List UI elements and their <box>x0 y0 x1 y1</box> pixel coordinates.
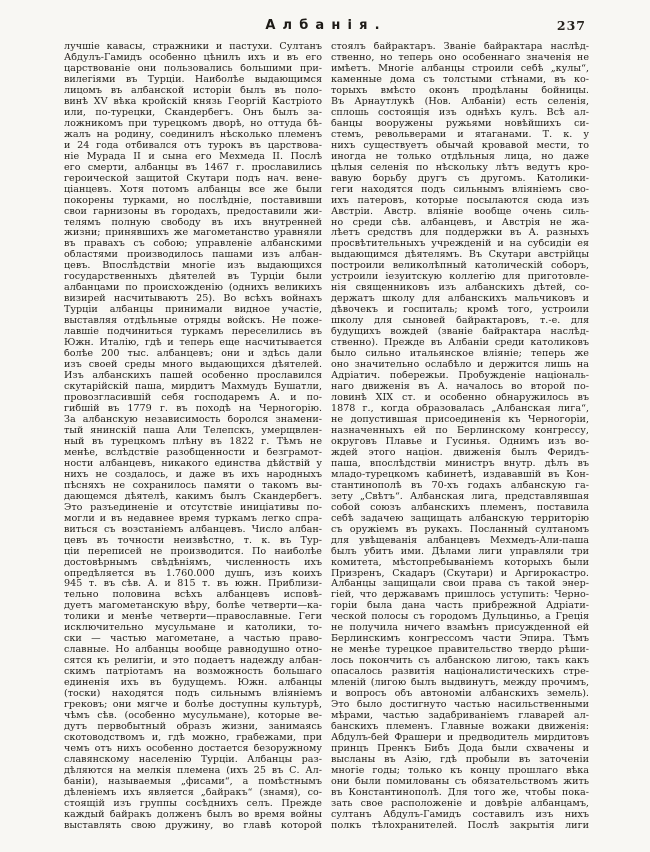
text-line: младо-турецкомъ кабинетѣ, издававшій въ Кон- <box>331 469 589 480</box>
text-line: Изъ албанскихъ пашей особенно прославился <box>64 371 322 382</box>
text-line: За албанскую независимость боролся знамени- <box>64 414 322 425</box>
text-line: Австріи. Австр. вліяніе вообще очень силь- <box>331 206 589 217</box>
text-columns <box>64 42 589 832</box>
text-line: комитета, мѣстопребываніемъ которыхъ были <box>331 557 589 568</box>
text-line: скотоводствомъ и, гдѣ можно, грабежами, при <box>64 733 322 744</box>
text-line: себѣ задачею защищать албанскую территорію <box>331 513 589 524</box>
text-line: полкъ тѣлохранителей. Послѣ закрытія лиги <box>331 820 589 831</box>
text-line: лицомъ въ албанской исторіи былъ въ поло- <box>64 85 322 96</box>
text-line: чемъ отъ нихъ особенно достается безоружному <box>64 744 322 754</box>
text-line: вавую борьбу другъ съ другомъ. Католики- <box>331 173 589 184</box>
text-line: не менѣе турецкое правительство твердо рѣши- <box>331 645 589 656</box>
text-line: болѣе 200 тыс. албанцевъ; они и здѣсь дали <box>64 349 322 360</box>
text-line: ственно, но теперь оно особеннаго значенія не <box>331 52 589 63</box>
text-line: опредѣляется въ 1.760.000 душъ, изъ коихъ <box>64 568 322 579</box>
text-line: цевъ. Впослѣдствіи многіе изъ выдающихся <box>64 261 322 272</box>
text-line: пѣсняхъ не сохранилось памяти о такомъ вы- <box>64 480 322 491</box>
text-line: жалъ на родину, соединилъ нѣсколько племенъ <box>64 129 322 140</box>
text-line: сятся къ религіи, и это подаетъ надежду албан- <box>64 656 322 667</box>
text-line: и вопросъ объ автономіи албанскихъ земель). <box>331 689 589 700</box>
text-line: ный въ турецкомъ плѣну въ 1822 г. Тѣмъ не <box>64 436 322 447</box>
text-line: телямъ полную свободу въ ихъ внутренней <box>64 217 322 228</box>
text-line: горіи была дана часть прибрежной Адріати- <box>331 601 589 612</box>
text-line: зету „Свѣтъ“. Албанская лига, представлявшая <box>331 491 589 502</box>
text-line: мленій (лигою былъ выдвинутъ, между прочимъ, <box>331 678 589 689</box>
text-line: героической защитой Скутари подъ нач. вене- <box>64 173 322 184</box>
text-column-left <box>64 42 322 832</box>
text-line: будущихъ вождей (званіе байрактара наслѣд- <box>331 327 589 338</box>
text-line: было сильно итальянское вліяніе; теперь же <box>331 349 589 360</box>
text-line: ждей этого націон. движенія былъ Феридъ- <box>331 447 589 458</box>
text-line: тый янинскій паша Али Телепскъ, умерщвлен- <box>64 425 322 436</box>
text-line: выставлять свою дружину, во главѣ которой <box>64 820 322 831</box>
text-line: опасалось развитія націоналистическихъ стре- <box>331 667 589 678</box>
text-line: царствованіе они пользовались большими при- <box>64 63 322 74</box>
text-line: ціанцевъ. Хотя потомъ албанцы все же были <box>64 184 322 195</box>
text-line: многіе годы; только къ концу прошлаго вѣка <box>331 765 589 776</box>
text-line: свои гарнизоны въ городахъ, предоставили жи- <box>64 206 322 217</box>
text-line: ческой полосы съ городомъ Дульциньо, а Греція <box>331 612 589 623</box>
text-line: баніи), называемыя „фисами“, а помѣстнымъ <box>64 776 322 787</box>
text-line: для увѣщеванія албанцевъ Мехмедъ-Али-паша <box>331 535 589 546</box>
text-line: лучшіе кавасы, стражники и пастухи. Султанъ <box>64 42 322 52</box>
text-line: зать свое расположеніе и довѣріе албанцамъ, <box>331 798 589 809</box>
text-line: его смерти, албанцы въ 1467 г. прославились <box>64 162 322 173</box>
text-line: стантинополѣ въ 70-хъ годахъ албанскую га- <box>331 480 589 491</box>
text-line: каждый байракъ долженъ былъ во время войны <box>64 809 322 820</box>
page-number: 237 <box>556 18 586 33</box>
text-line: достовѣрнымъ свѣдѣніямъ, численность ихъ <box>64 557 322 568</box>
text-line: наго движенія въ А. началось во второй по- <box>331 382 589 393</box>
text-line: гибшій въ 1779 г. въ походѣ на Черногорію. <box>64 403 322 414</box>
page-title: Албанія. <box>265 18 387 33</box>
text-line: сплошь состоящія изъ однѣхъ кулъ. Всѣ ал- <box>331 107 589 118</box>
text-line: областями производилось пашами изъ албан- <box>64 250 322 261</box>
text-line: устроили іезуитскую коллегію для приготовле- <box>331 272 589 283</box>
text-line: Албанцы защищали свои права съ такой энер- <box>331 579 589 590</box>
text-line: школу для сыновей байрактаровъ, т.-е. для <box>331 316 589 327</box>
text-line: менѣе, вслѣдствіе разобщенности и безграмот- <box>64 447 322 458</box>
text-line: Южн. Италію, гдѣ и теперь еще насчитывается <box>64 338 322 349</box>
text-line: но среди сѣв. албанцевъ, и Австрія не жа- <box>331 217 589 228</box>
text-line: собой союзъ албанскихъ племенъ, поставила <box>331 502 589 513</box>
text-line: назначенныхъ ей по Берлинскому конгрессу, <box>331 425 589 436</box>
text-line: просвѣтительныхъ учрежденій и на субсидіи ея <box>331 239 589 250</box>
text-line: ственно). Прежде въ Албаніи среди католиковъ <box>331 338 589 349</box>
text-line: дѣляются на мелкія племена (ихъ 25 въ С. Ал- <box>64 765 322 776</box>
text-line: лавшіе подчиниться туркамъ переселились въ <box>64 327 322 338</box>
text-line: единенія ихъ въ будущемъ. Южн. албанцы <box>64 678 322 689</box>
text-line: дѣленіемъ ихъ является „байракъ“ (знамя), со- <box>64 787 322 798</box>
text-line: скимъ патріотамъ на возможность большаго <box>64 667 322 678</box>
text-line: имѣетъ. Многіе албанцы строили себѣ „кулы“, <box>331 63 589 74</box>
text-line: округовъ Плавье и Гусинья. Однимъ изъ во- <box>331 436 589 447</box>
text-line: не получила ничего взамѣнъ присужденной ей <box>331 623 589 634</box>
text-line: не допустившая присоединенія къ Черногоріи, <box>331 414 589 425</box>
text-line: высланы въ Азію, гдѣ пробыли въ заточеніи <box>331 754 589 765</box>
text-line: стемъ, револьверами и ятаганами. Т. к. у <box>331 129 589 140</box>
text-line: ихъ патеровъ, которые посылаются сюда изъ <box>331 195 589 206</box>
text-line: Призренъ, Скадаръ (Скутари) и Аргирокастро. <box>331 568 589 579</box>
text-line: иногда не только отдѣльныя лица, но даже <box>331 151 589 162</box>
text-line: стоящій изъ группы сосѣднихъ селъ. Прежде <box>64 798 322 809</box>
text-line: держатъ школу для албанскихъ мальчиковъ и <box>331 294 589 305</box>
text-line: чѣмъ сѣв. (особенно мусульмане), которые ве- <box>64 711 322 722</box>
text-line: Абдулъ-Гамидъ особенно цѣнилъ ихъ и въ его <box>64 52 322 63</box>
text-line: дѣвочекъ и госпиталь; кромѣ того, устроили <box>331 305 589 316</box>
text-line: оно значительно ослабѣло и держится лишь на <box>331 360 589 371</box>
text-line: дающемся дѣятелѣ, какимъ былъ Скандербегъ. <box>64 491 322 502</box>
text-line: изъ своей среды много выдающихся дѣятелей. <box>64 360 322 371</box>
text-line: нія священниковъ изъ албанскихъ дѣтей, со- <box>331 283 589 294</box>
text-line: славянскому населенію Турціи. Албанцы раз- <box>64 754 322 765</box>
text-line: гіей, что державамъ пришлось уступить: Черно- <box>331 590 589 601</box>
text-line: тельно половина всѣхъ албанцевъ исповѣ- <box>64 590 322 601</box>
text-line: мѣрами, частью задабриваніемъ главарей ал- <box>331 711 589 722</box>
text-line: геги находятся подъ сильнымъ вліяніемъ сво- <box>331 184 589 195</box>
text-line: албанцами по происхожденію (однихъ великихъ <box>64 283 322 294</box>
text-column-right <box>331 42 589 832</box>
text-line: грековъ; они мягче и болѣе доступны культурѣ, <box>64 700 322 711</box>
text-line: исключительно мусульмане и католики, то- <box>64 623 322 634</box>
text-line: Это было достигнуто частью насильственными <box>331 700 589 711</box>
text-line: могли и въ недавнее время туркамъ легко спра- <box>64 513 322 524</box>
text-line: 945 т. въ сѣв. А. и 815 т. въ южн. Приблизи- <box>64 579 322 590</box>
text-line: толики и менѣе четверти—православные. Геги <box>64 612 322 623</box>
text-line: банцы вооружены ружьями новѣйшихъ си- <box>331 118 589 129</box>
text-line: Абдулъ-бей Фрашери и предводитель мирдитовъ <box>331 733 589 744</box>
text-line: дуетъ магометанскую вѣру, болѣе четверти—ка- <box>64 601 322 612</box>
text-line: государственныхъ дѣятелей въ Турціи были <box>64 272 322 283</box>
text-line: паша, впослѣдствіи министръ внутр. дѣлъ въ <box>331 458 589 469</box>
text-line: скутарійскій паша, мирдитъ Махмудъ Бушатли, <box>64 382 322 393</box>
text-line: въ Константинополѣ. Для того же, чтобы пока- <box>331 787 589 798</box>
text-line: вилегіями въ Турціи. Наиболѣе выдающимся <box>64 74 322 85</box>
text-line: каменные дома съ толстыми стѣнами, въ ко- <box>331 74 589 85</box>
text-line: ловинѣ XIX ст. и особенно обнаружилось въ <box>331 393 589 403</box>
text-line: Берлинскимъ конгрессомъ части Эпира. Тѣмъ <box>331 634 589 645</box>
text-line: ложникомъ при турецкомъ дворѣ, но оттуда бѣ- <box>64 118 322 129</box>
text-line: выставляя отдѣльные отряды войскъ. Не поже- <box>64 316 322 327</box>
text-line: принцъ Пренкъ Бибъ Дода были схвачены и <box>331 744 589 754</box>
text-line: стоялъ байрактаръ. Званіе байрактара наслѣд- <box>331 42 589 52</box>
text-line: лось покончить съ албанскою лигою, такъ какъ <box>331 656 589 667</box>
text-line: построили великолѣпный католическій соборъ, <box>331 261 589 272</box>
text-line: нихъ существуетъ обычай кровавой мести, то <box>331 140 589 151</box>
text-line: цѣлыя селенія по нѣскольку лѣтъ ведутъ кро- <box>331 162 589 173</box>
text-line: Это разъединеніе и отсутствіе иниціативы по- <box>64 502 322 513</box>
text-line: ціи переписей не производится. По наиболѣе <box>64 546 322 557</box>
text-line: нихъ не создалось, и даже въ ихъ народныхъ <box>64 469 322 480</box>
text-line: покорены турками, но послѣдніе, поставивши <box>64 195 322 206</box>
text-line: визирей насчитываютъ 25). Во всѣхъ войнахъ <box>64 294 322 305</box>
text-line: Адріатич. побережьи. Пробужденіе національ- <box>331 371 589 382</box>
text-line: и 24 года отбивался отъ турокъ въ царствова- <box>64 140 322 151</box>
text-line: жизни; принявшихъ же магометанство уравняли <box>64 228 322 239</box>
text-line: цевъ въ точности неизвѣстно, т. к. въ Тур- <box>64 535 322 546</box>
text-line: ности албанцевъ, никакого единства дѣйствій у <box>64 458 322 469</box>
text-line: 1878 г., когда образовалась „Албанская лига“, <box>331 403 589 414</box>
text-line: лѣетъ средствъ для поддержки въ А. разныхъ <box>331 228 589 239</box>
text-line: винѣ XV вѣка кройскій князь Георгій Кастріото <box>64 96 322 107</box>
text-line: (тоски) находятся подъ сильнымъ вліяніемъ <box>64 689 322 700</box>
text-line: или, по-турецки, Скандербегъ. Онъ былъ за- <box>64 107 322 118</box>
page-header <box>64 18 588 36</box>
text-line: въ правахъ съ собою; управленіе албанскими <box>64 239 322 250</box>
text-line: славные. Но албанцы вообще равнодушно отно- <box>64 645 322 656</box>
text-line: виться съ возстаніемъ албанцевъ. Число албан- <box>64 524 322 535</box>
text-line: былъ убитъ ими. Дѣлами лиги управляли три <box>331 546 589 557</box>
text-line: торыхъ вмѣсто оконъ продѣланы бойницы. <box>331 85 589 96</box>
text-line: банскихъ племенъ. Главные вожаки движенія: <box>331 722 589 733</box>
text-line: Турціи албанцы принимали видное участіе, <box>64 305 322 316</box>
text-line: ски — частью магометане, а частью право- <box>64 634 322 645</box>
text-line: они были помилованы съ обязательствомъ жить <box>331 776 589 787</box>
text-line: выдающимся дѣятелямъ. Въ Скутари австрійцы <box>331 250 589 261</box>
text-line: Въ Арнаутлукѣ (Нов. Албаніи) есть селенія, <box>331 96 589 107</box>
text-line: султанъ Абдулъ-Гамидъ составилъ изъ нихъ <box>331 809 589 820</box>
text-line: съ оружіемъ въ рукахъ. Посланный султаномъ <box>331 524 589 535</box>
text-line: провозгласившій себя господаремъ А. и по- <box>64 393 322 403</box>
text-line: ніе Мурада II и сына его Мехмеда II. Послѣ <box>64 151 322 162</box>
text-line: дутъ первобытный образъ жизни, занимаясь <box>64 722 322 733</box>
